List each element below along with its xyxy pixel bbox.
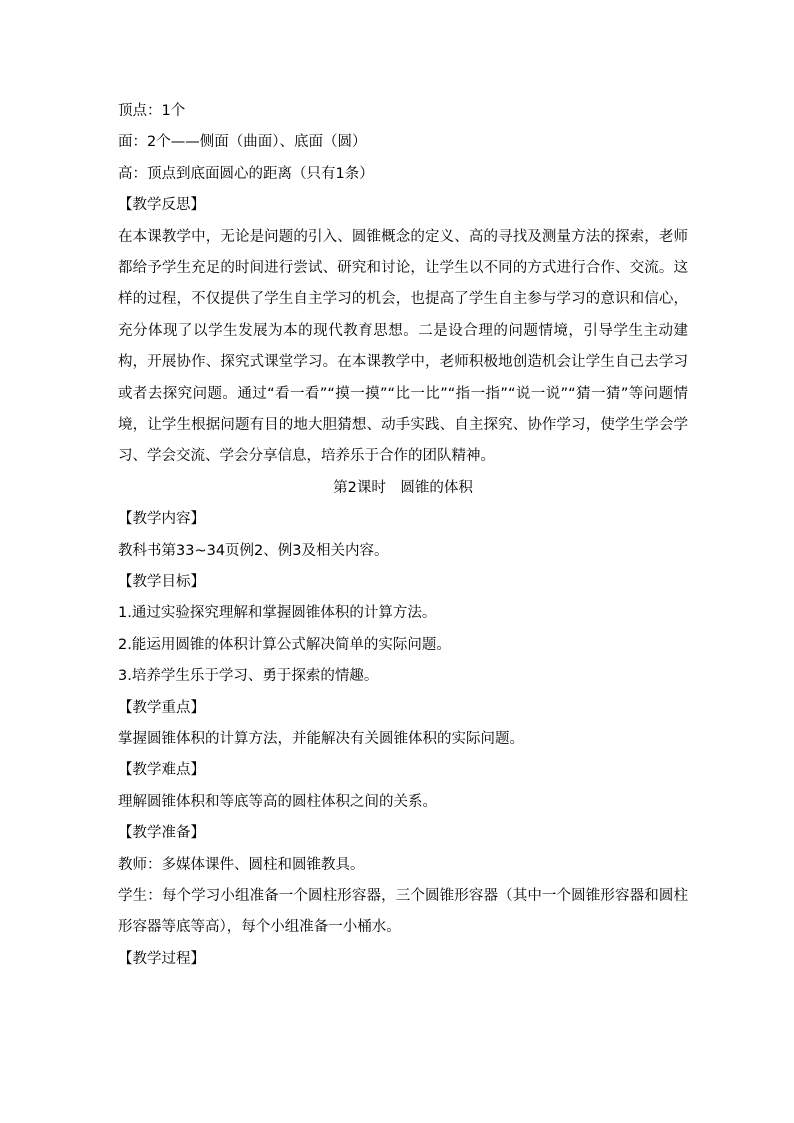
process-heading: 【教学过程】 — [118, 950, 205, 967]
faces-line: 面：2个——侧面（曲面）、底面（圆） — [118, 134, 367, 151]
vertex-line: 顶点：1个 — [118, 103, 186, 119]
reflection-heading: 【教学反思】 — [118, 197, 205, 214]
keypoints-text: 掌握圆锥体积的计算方法，并能解决有关圆锥体积的实际问题。 — [118, 730, 524, 747]
height-line: 高：顶点到底面圆心的距离（只有1条） — [118, 165, 374, 182]
lesson-title: 第2课时 圆锥的体积 — [333, 479, 473, 496]
preparation-heading: 【教学准备】 — [118, 825, 205, 842]
content-heading: 【教学内容】 — [118, 511, 205, 528]
reflection-paragraph: 在本课教学中，无论是问题的引入、圆锥概念的定义、高的寻找及测量方法的探索，老师都给予学生充足的时间进行尝试、研究和讨论，让学生以不同的方式进行合作、交流。这样的过程，不仅提供了学生自主学习的机会，也提高了学生自主参与学习的意识和信心，充分体现了以学生发展为本的现代教育思想。二是设合理的问题情境，引导学生主动建构，开展协作、探究式课堂学习。在本课教学中，老师积极地创造机会让学生自己去学习或者去探究问题。通过“看一看”“摸一摸”“比一比”“指一指”“说一说”“猜一猜”等问题情境，让学生根据问题有目的地大胆猜想、动手实践、自主探究、协作学习，使学生学会学习、学会交流、学会分享信息，培养乐于合作的团队精神。 — [118, 228, 688, 465]
content-text: 教科书第33~34页例2、例3及相关内容。 — [118, 542, 389, 559]
difficulties-heading: 【教学难点】 — [118, 762, 205, 779]
goal-item-1: 1.通过实验探究理解和掌握圆锥体积的计算方法。 — [118, 605, 437, 622]
goals-heading: 【教学目标】 — [118, 573, 205, 590]
keypoints-heading: 【教学重点】 — [118, 699, 205, 716]
preparation-teacher: 教师：多媒体课件、圆柱和圆锥教具。 — [118, 856, 365, 873]
goal-item-2: 2.能运用圆锥的体积计算公式解决简单的实际问题。 — [118, 636, 451, 653]
difficulties-text: 理解圆锥体积和等底等高的圆柱体积之间的关系。 — [118, 793, 437, 810]
goal-item-3: 3.培养学生乐于学习、勇于探索的情趣。 — [118, 668, 379, 685]
document-content — [118, 96, 688, 975]
preparation-students: 学生：每个学习小组准备一个圆柱形容器，三个圆锥形容器（其中一个圆锥形容器和圆柱形容器等底等高），每个小组准备一小桶水。 — [118, 887, 688, 936]
